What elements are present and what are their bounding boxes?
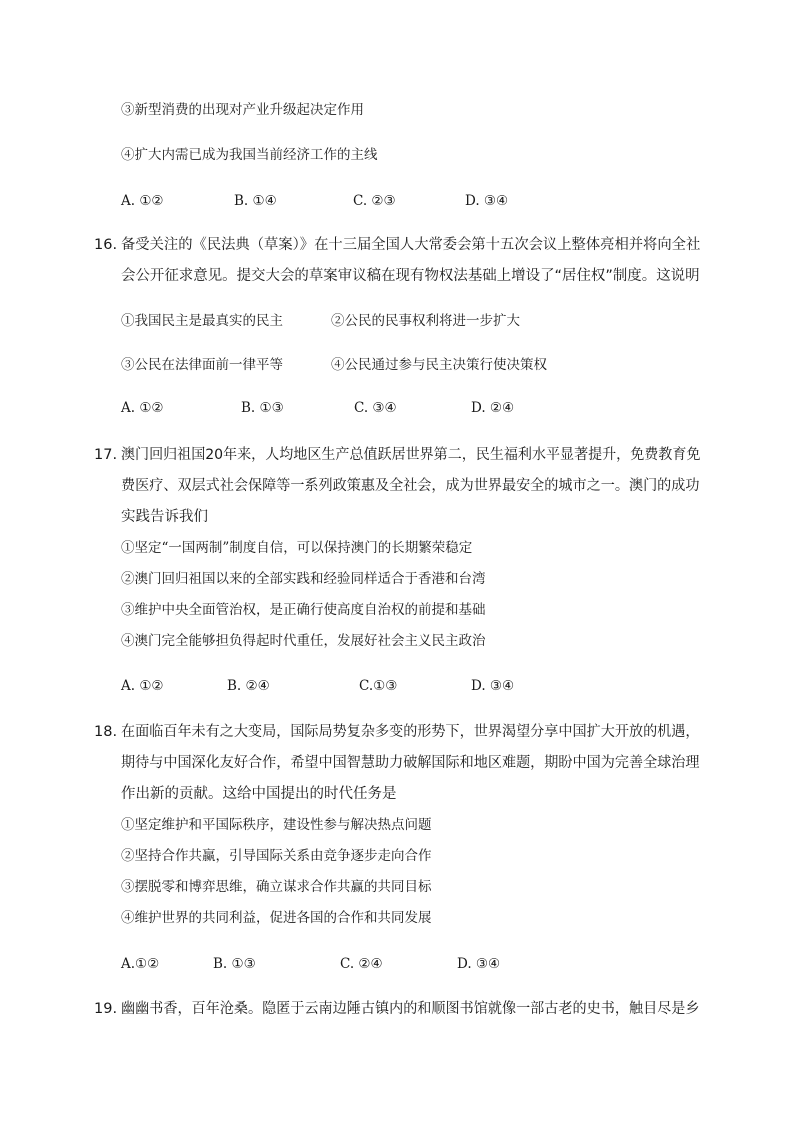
q17-answer-a: A. ①② [121, 678, 164, 694]
q15-answer-b: B. ①④ [234, 193, 277, 209]
q16-answer-c: C. ③④ [354, 400, 397, 416]
q16-option-4: ④公民通过参与民主决策行使决策权 [331, 357, 547, 373]
q15-answer-c: C. ②③ [353, 193, 396, 209]
q18-option-3: ③摆脱零和博弈思维，确立谋求合作共赢的共同目标 [121, 879, 432, 895]
q17-number: 17. [94, 447, 118, 463]
q17-stem-line-1: 澳门回归祖国20年来，人均地区生产总值跃居世界第二，民生福利水平显著提升，免费教育免 [121, 447, 701, 463]
q18-answer-d: D. ③④ [457, 956, 501, 972]
q16-option-3: ③公民在法律面前一律平等 [121, 357, 283, 373]
q17-stem-line-2: 费医疗、双层式社会保障等一系列政策惠及全社会，成为世界最安全的城市之一。澳门的成功 [121, 478, 700, 494]
q15-option-4: ④扩大内需已成为我国当前经济工作的主线 [121, 147, 378, 163]
q18-stem-line-3: 作出新的贡献。这给中国提出的时代任务是 [121, 786, 397, 802]
q16-option-1: ①我国民主是最真实的民主 [121, 313, 283, 329]
q15-option-3: ③新型消费的出现对产业升级起决定作用 [121, 102, 364, 118]
q16-answer-b: B. ①③ [241, 400, 284, 416]
q17-answer-b: B. ②④ [227, 678, 270, 694]
q18-option-1: ①坚定维护和平国际秩序，建设性参与解决热点问题 [121, 817, 432, 833]
q16-stem-line-1: 备受关注的《民法典（草案）》在十三届全国人大常委会第十五次会议上整体亮相并将向全社 [121, 237, 701, 253]
q19-stem-line-1: 幽幽书香，百年沧桑。隐匿于云南边陲古镇内的和顺图书馆就像一部古老的史书，触目尽是乡 [121, 1001, 700, 1017]
q16-answer-d: D. ②④ [471, 400, 515, 416]
q17-answer-c: C.①③ [359, 678, 398, 694]
q17-option-1: ①坚定“一国两制”制度自信，可以保持澳门的长期繁荣稳定 [121, 540, 473, 556]
q16-option-2: ②公民的民事权利将进一步扩大 [331, 313, 520, 329]
q18-stem-line-2: 期待与中国深化友好合作，希望中国智慧助力破解国际和地区难题，期盼中国为完善全球治理 [121, 755, 700, 771]
q18-number: 18. [94, 724, 118, 740]
q17-option-2: ②澳门回归祖国以来的全部实践和经验同样适合于香港和台湾 [121, 571, 486, 587]
q17-answer-d: D. ③④ [471, 678, 515, 694]
q17-option-4: ④澳门完全能够担负得起时代重任，发展好社会主义民主政治 [121, 633, 486, 649]
q15-answer-a: A. ①② [121, 193, 164, 209]
q17-option-3: ③维护中央全面管治权，是正确行使高度自治权的前提和基础 [121, 602, 486, 618]
q16-answer-a: A. ①② [121, 400, 164, 416]
q16-stem-line-2: 会公开征求意见。提交大会的草案审议稿在现有物权法基础上增设了“居住权”制度。这说明 [121, 268, 700, 284]
q18-answer-a: A.①② [121, 956, 160, 972]
q18-option-4: ④维护世界的共同利益，促进各国的合作和共同发展 [121, 910, 432, 926]
q19-number: 19. [94, 1001, 118, 1017]
q18-option-2: ②坚持合作共赢，引导国际关系由竞争逐步走向合作 [121, 848, 432, 864]
q17-stem-line-3: 实践告诉我们 [121, 509, 208, 525]
q15-answer-d: D. ③④ [465, 193, 509, 209]
q18-answer-b: B. ①③ [213, 956, 256, 972]
q16-number: 16. [94, 237, 118, 253]
q18-answer-c: C. ②④ [340, 956, 383, 972]
q18-stem-line-1: 在面临百年未有之大变局，国际局势复杂多变的形势下，世界渴望分享中国扩大开放的机遇， [121, 724, 700, 740]
